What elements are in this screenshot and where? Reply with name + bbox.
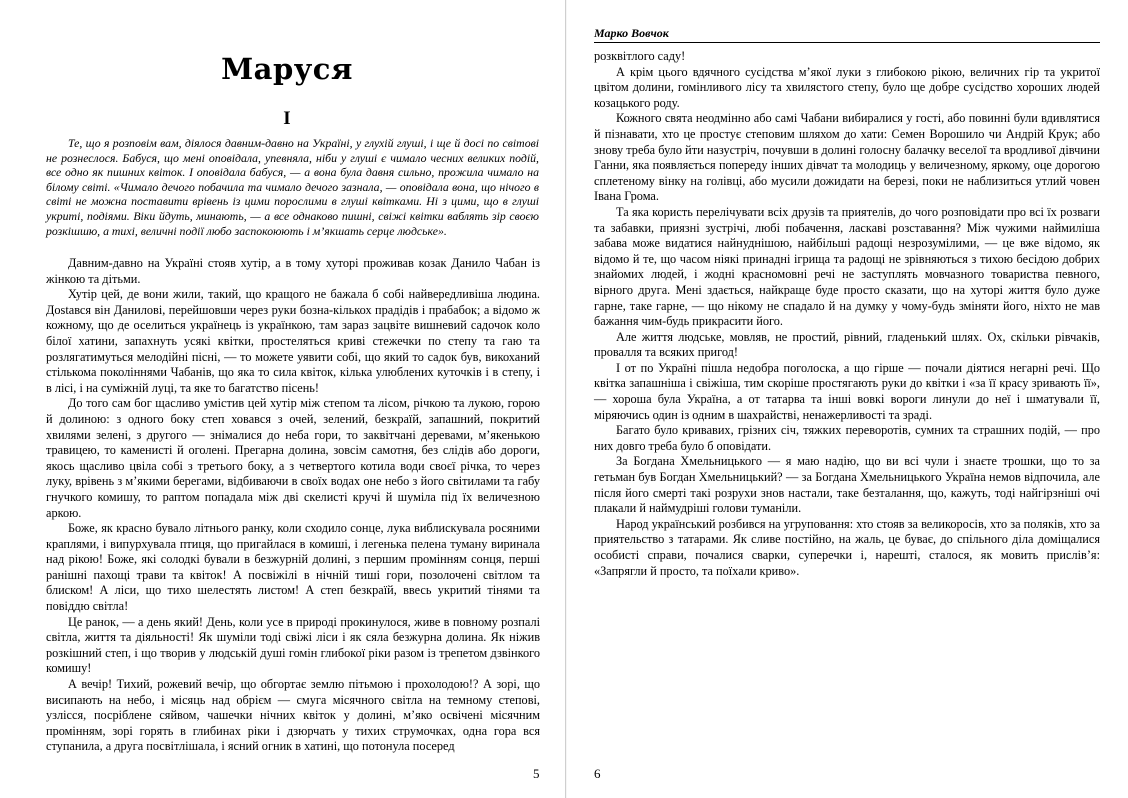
paragraph: За Богдана Хмельницького — я маю надію, що ви всі чули і знаєте трошки, що то за гетьман був Богдан Хмельницький? — за Богдана Хмельницького Україна немов відпочила, але після його смерті такі розрухи знов настали, таке безталання, що, кажуть, тоді найгірзніші очі плакали й наймудріші голови туманіли.	[594, 454, 1100, 516]
running-head-author: Марко Вовчок	[594, 26, 669, 40]
paragraph: І от по Україні пішла недобра поголоска, а що гірше — почали діятися негарні речі. Що квітка запашніша і свіжіша, тим скоріше простягають руки до квітки і «за її красу зривають її», — хороша була Україна, а от татарва та інші вовкі вороги линули до неї і шматували її, міряючись один із одним в шахрайстві, ненажерливості та зраді.	[594, 360, 1100, 422]
story-title: Маруся	[221, 52, 353, 86]
page-number: 5	[533, 766, 540, 781]
paragraph: До того сам бог щасливо умістив цей хутір між степом та лісом, річкою та лукою, горою й долиною: з одного боку степ ховався з очей, зелений, безкраїй, запашний, покритий хвилями зелені, з другого — знімалися до неба гори, то заквітчані деревами, м’якенькою травицею, то каменисті й оголені. Прегарна долина, зовсім самотня, без слідів або дороги, якось щасливо цвіла собі з третього боку, а з четвертого котила води своєї річка, то через луку, врівень з м’якими берегами, відбиваючи в своїх водах оне небо з його світилами та габу гнучкого комишу, то раптом попадала між дві скелисті кручі й шуміла під їх величезною аркою.	[46, 396, 540, 520]
paragraph: Хутір цей, де вони жили, такий, що кращого не бажала б собі найвередливіша людина. Дostався він Данилові, перейшовши через руки бозна-кількох прадідів і прабабок; а відомо ж кожному, що де оселиться українець із українкою, там зараз зацвіте вишневий садочок коло білої хатини, запахнуть усякі квітки, простеляться криві стежечки по степу та гаю та розлягатимуться мелодійні пісні, — то можете уявити собі, що який то садок був, викоханий стількома поколіннями Чабанів, що яка то сила квіток, кілька улюблених куточків і в степу, і в лісі, і на суміжній луці, та яке то багатство пісень!	[46, 287, 540, 395]
paragraph: Кожного свята неодмінно або самі Чабани вибиралися у гості, або повинні були вдивлятися й пізнавати, хто це простує степовим шляхом до хати: Семен Ворошило чи Андрій Крук; або знову треба було йти назустріч, почувши в долині голосну балачку веселої та вродливої дівчини Ганни, яка появляється попереду інших дівчат та молодиць у величезному, яркому, оце дорогою сплетеному вінку на голівці, або мусили дожидати на березі, поки не наблизиться утлий човен Івана Грома.	[594, 111, 1100, 204]
paragraph: Але життя людське, мовляв, не простий, рівний, гладенький шлях. Ох, скільки рівчаків, провалля та всяких пригод!	[594, 329, 1100, 360]
epigraph: Те, що я розповім вам, діялося давним-давно на Україні, у глухій глуші, і ще й досі по світові не рознеслося. Бабуся, що мені оповідала, упевняла, ніби у глуші є чимало чесних великих подій, все одно як пишних квіток. І оповідала бабуся, — а вона була давня сильно, прожила чимало на білому світі. «Чимало дечого побачила та чимало дечого зазнала, — оповідала вона, що нічого в світі не можна поставити врівень із цими порослими в глуші квітками. Ні з цими, що в глуші укриті, подіями. Віки йдуть, минають, — а все однаково пишні, свіжі квітки ваблять зір своєю розкішшю, а тихі, величні події любо заспокоюють і м’якшать серце людське».	[46, 136, 539, 238]
paragraph: А вечір! Тихий, рожевий вечір, що обгортає землю пітьмою і прохолодою!? А зорі, що висипають на небо, і місяць над обрієм — смуга місячного світла на темному степові, узлісся, посріблене сяйвом, чашечки нічних квіток у долині, м’яко освічені місячним промінням, зорі горять в глибинах ріки і дзюрчать у тихих струмочках, одна гора вся ступанила, а друга посвітлішала, і ясний огник в хатині, що потонула посеред	[46, 677, 540, 754]
right-body-text	[594, 49, 1100, 579]
page-number: 6	[594, 766, 601, 781]
paragraph: Багато було кривавих, грізних січ, тяжких переворотів, сумних та страшних подій, — про них довго треба було б оповідати.	[594, 423, 1100, 453]
paragraph: Та яка користь перелічувати всіх друзів та приятелів, до чого розповідати про всі їх розваги та забавки, приязні зустрічі, любі побачення, ласкаві розставання? Між чужими наймиліша забава може видатися найнуднішою, найбільші радощі незрозумілими, — це вже відомо, як відомо й те, що часом ніякі принадні ігрища та радощі не зрівняються з тихою бесідою добрих знайомих людей, і жодні красномовні речі не заступлять мовчазного товариства певного, вірного друга. Мені здається, найкраще буде просто сказати, що на хуторі життя було дуже гарне, таке гарне, — що нікому не спадало й на думку у чому-будь зміняти його, ніхто не мав бажання чим-будь прикрасити його.	[594, 204, 1100, 329]
left-body-text	[46, 256, 540, 755]
paragraph: Давним-давно на Україні стояв хутір, а в тому хуторі проживав козак Данило Чабан із жінкою та дітьми.	[46, 256, 540, 286]
chapter-number: I	[283, 108, 291, 129]
header-rule	[594, 42, 1100, 43]
paragraph: Народ український розбився на угруповання: хто стояв за великоросів, хто за поляків, хто за приятельство з татарами. Як сливе постійно, на жаль, це буває, до спільного діла доміщалися особисті справи, почалися сварки, суперечки і, нарешті, сталося, як мовить прислів’я: «Запрягли й просто, та поїхали криво».	[594, 516, 1100, 578]
paragraph-continuation: розквітлого саду!	[594, 49, 686, 63]
paragraph: Боже, як красно бувало літнього ранку, коли сходило сонце, лука виблискувала росяними краплями, і випурхувала птиця, що пригайлася в комиші, і легенька пелена туману виринала над рікою! Боже, які солодкі бували в безжурній долині, з першим промінням сонця, перші ранішні пахощі трави та квіток! А посвіжілі в нічній тиші гори, позолочені світлом та блиском! А ліси, що тихо шелестять листом! А степ безкраїй, ввесь укритий тінями та повіддю світла!	[46, 521, 540, 614]
paragraph: Це ранок, — а день який! День, коли усе в природі прокинулося, живе в повному розпалі світла, життя та діяльності! Як шуміли тоді свіжі ліси і як сяла безжурна долина. Як ніжив розкішний степ, і що творив у людській душі гомін глибокої ріки разом із трепетом дзвінкого комишу!	[46, 614, 540, 676]
paragraph: А крім цього вдячного сусідства м’якої луки з глибокою рікою, величних гір та укритої цвітом долини, гомінливого лісу та хвилястого степу, було ще добре сусідство хороших людей козацького роду.	[594, 64, 1100, 110]
right-page	[567, 0, 1128, 798]
